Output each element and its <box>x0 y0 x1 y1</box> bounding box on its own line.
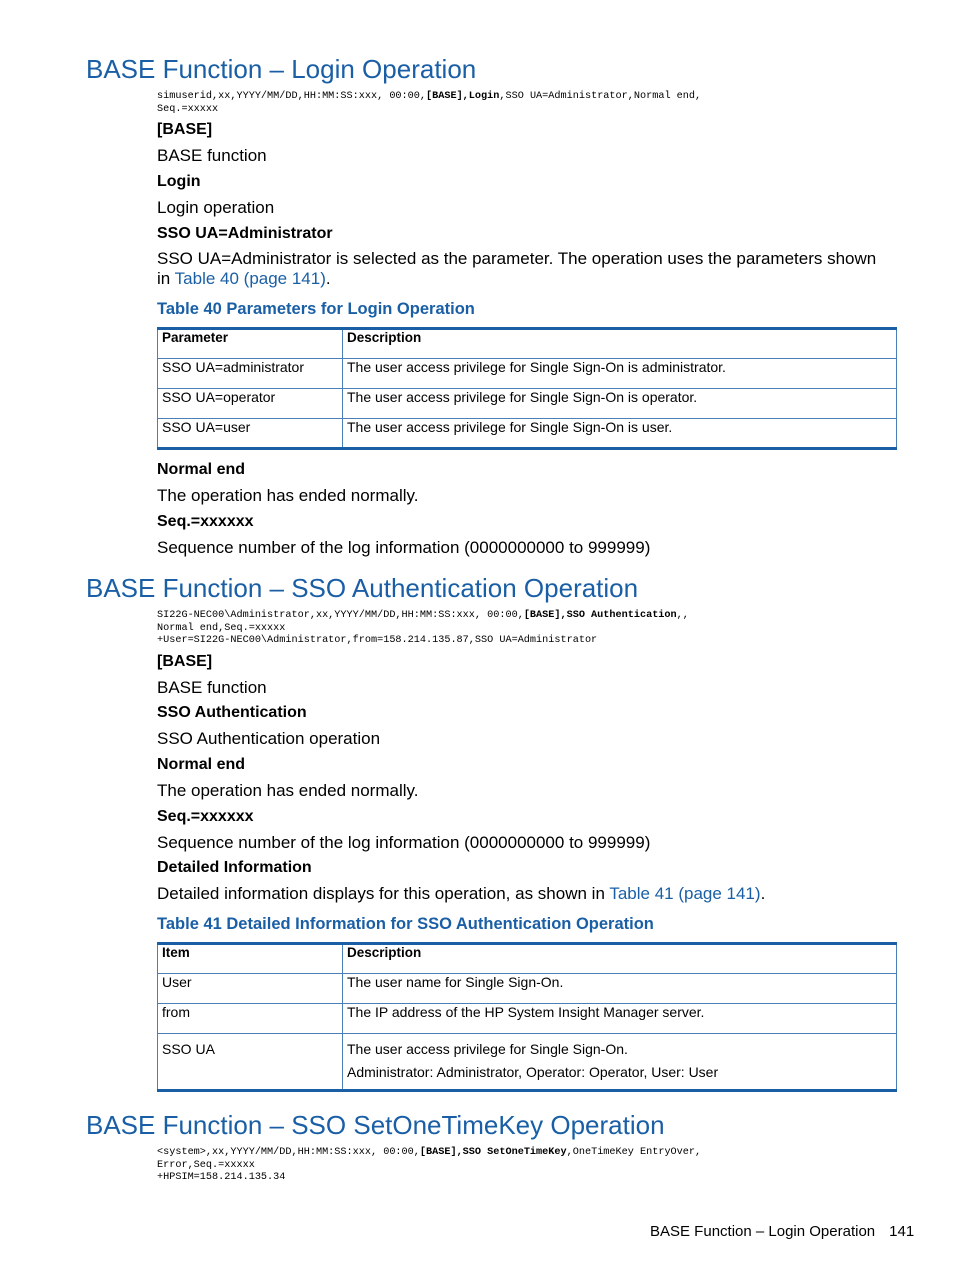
log-format-login <box>157 91 701 116</box>
paragraph-detailed-info <box>157 884 894 904</box>
section-heading-login: BASE Function – Login Operation <box>86 54 477 84</box>
table-row <box>158 1004 897 1034</box>
table-41-caption: Table 41 Detailed Information for SSO Authentication Operation <box>157 915 654 933</box>
log-line-1-suffix: ,OneTimeKey EntryOver, <box>566 1147 702 1158</box>
def-normal-end: The operation has ended normally. <box>157 781 419 800</box>
table-cell <box>158 1034 343 1091</box>
log-line-1-bold: [BASE],SSO Authentication <box>523 610 677 621</box>
table-row <box>158 359 897 389</box>
term-seq: Seq.=xxxxxx <box>157 513 254 530</box>
table-40 <box>157 327 897 450</box>
section-heading-sso-setonetimekey: BASE Function – SSO SetOneTimeKey Operation <box>86 1110 665 1140</box>
cell-text: Administrator: Administrator, Operator: Operator, User: User <box>347 1064 719 1080</box>
table-cell: The user access privilege for Single Sign-On is operator. <box>343 389 897 419</box>
page-number: 141 <box>889 1223 915 1240</box>
header-description: Description <box>343 329 897 359</box>
table-cell: The user access privilege for Single Sign-On is administrator. <box>343 359 897 389</box>
log-line-1-bold: [BASE],Login <box>426 91 500 102</box>
def-seq: Sequence number of the log information (0000000000 to 999999) <box>157 538 651 557</box>
log-format-sso-authentication <box>157 610 689 648</box>
term-sso-ua: SSO UA=Administrator <box>157 225 333 242</box>
table-row <box>158 389 897 419</box>
table-cell: The user name for Single Sign-On. <box>343 974 897 1004</box>
paragraph-text: Detailed information displays for this operation, as shown in <box>157 884 610 903</box>
table-40-caption: Table 40 Parameters for Login Operation <box>157 300 475 318</box>
table-41-link[interactable]: Table 41 (page 141) <box>609 884 761 903</box>
term-normal-end: Normal end <box>157 461 246 478</box>
table-cell: SSO UA=user <box>158 419 343 449</box>
def-base: BASE function <box>157 146 267 165</box>
log-line-1-bold: [BASE],SSO SetOneTimeKey <box>419 1147 567 1158</box>
term-detailed-information: Detailed Information <box>157 859 312 876</box>
def-login: Login operation <box>157 198 275 217</box>
term-seq: Seq.=xxxxxx <box>157 808 254 825</box>
table-row <box>158 974 897 1004</box>
term-sso-authentication: SSO Authentication <box>157 704 307 721</box>
term-login: Login <box>157 173 201 190</box>
log-line-2: Seq.=xxxxx <box>157 103 219 115</box>
cell-text: SSO UA <box>162 1041 215 1057</box>
table-row <box>158 1034 897 1091</box>
log-line-1-prefix: simuserid,xx,YYYY/MM/DD,HH:MM:SS:xxx, 00:00, <box>157 91 426 102</box>
header-item: Item <box>158 944 343 974</box>
table-cell <box>343 1034 897 1091</box>
log-line-2: Error,Seq.=xxxxx <box>157 1159 255 1171</box>
paragraph-end: . <box>760 884 766 903</box>
log-line-3: +User=SI22G-NEC00\Administrator,from=158.214.135.87,SSO UA=Administrator <box>157 635 598 646</box>
header-parameter: Parameter <box>158 329 343 359</box>
def-sso-authentication: SSO Authentication operation <box>157 729 381 748</box>
log-line-1-suffix: ,, <box>676 610 689 621</box>
log-line-1-prefix: SI22G-NEC00\Administrator,xx,YYYY/MM/DD,HH:MM:SS:xxx, 00:00, <box>157 610 524 621</box>
table-cell: SSO UA=administrator <box>158 359 343 389</box>
log-line-3: +HPSIM=158.214.135.34 <box>157 1172 286 1183</box>
table-row <box>158 419 897 449</box>
table-header-row <box>158 329 897 359</box>
cell-text: The user access privilege for Single Sign-On. <box>347 1041 628 1057</box>
paragraph-text: SSO UA=Administrator is selected as the parameter. The operation uses the parameters shown in <box>157 249 877 288</box>
term-base: [BASE] <box>157 121 213 138</box>
log-line-1-prefix: <system>,xx,YYYY/MM/DD,HH:MM:SS:xxx, 00:00, <box>157 1147 420 1158</box>
def-seq: Sequence number of the log information (0000000000 to 999999) <box>157 833 651 852</box>
page-footer <box>650 1222 914 1242</box>
paragraph-end: . <box>325 269 331 288</box>
section-heading-sso-authentication: BASE Function – SSO Authentication Operation <box>86 573 639 603</box>
table-cell: The IP address of the HP System Insight Manager server. <box>343 1004 897 1034</box>
log-line-2: Normal end,Seq.=xxxxx <box>157 622 286 634</box>
table-41 <box>157 942 897 1092</box>
table-40-link[interactable]: Table 40 (page 141) <box>174 269 326 288</box>
term-base: [BASE] <box>157 653 213 670</box>
log-line-1-suffix: ,SSO UA=Administrator,Normal end, <box>499 91 702 102</box>
table-cell: User <box>158 974 343 1004</box>
paragraph-sso-ua <box>157 249 894 289</box>
table-cell: from <box>158 1004 343 1034</box>
table-cell: SSO UA=operator <box>158 389 343 419</box>
def-normal-end: The operation has ended normally. <box>157 486 419 505</box>
footer-title: BASE Function – Login Operation <box>650 1223 876 1240</box>
def-base: BASE function <box>157 678 267 697</box>
log-format-sso-setonetimekey <box>157 1147 701 1185</box>
table-header-row <box>158 944 897 974</box>
table-cell: The user access privilege for Single Sign-On is user. <box>343 419 897 449</box>
header-description: Description <box>343 944 897 974</box>
term-normal-end: Normal end <box>157 756 246 773</box>
